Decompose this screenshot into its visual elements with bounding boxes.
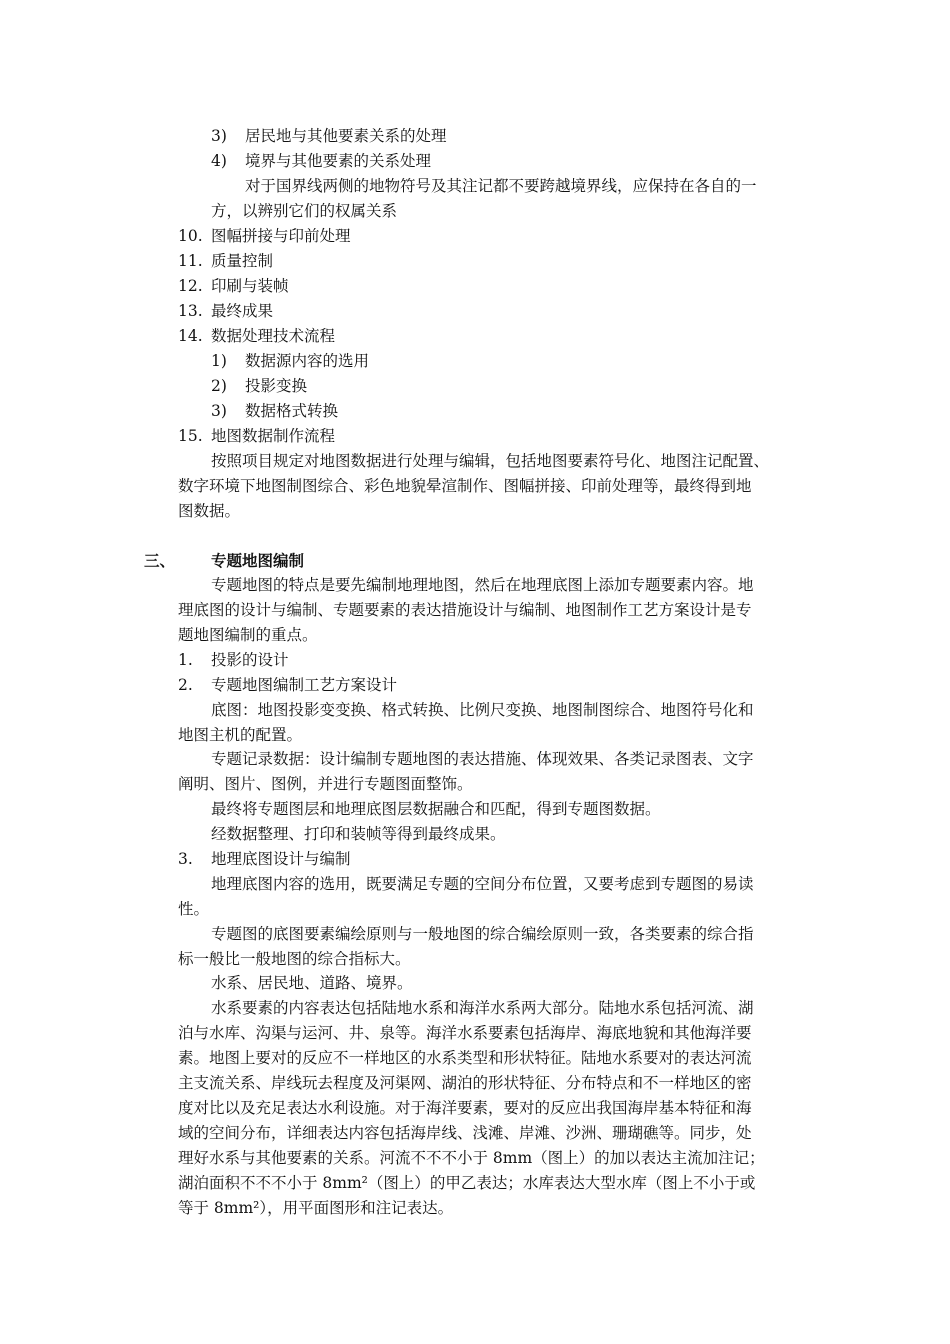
list-number: 4) xyxy=(211,152,227,170)
list-number: 12. xyxy=(178,277,203,295)
list-item-text: 居民地与其他要素关系的处理 xyxy=(245,127,447,145)
list-number: 3. xyxy=(178,850,193,868)
paragraph-line: 域的空间分布，详细表达内容包括海岸线、浅滩、岸滩、沙洲、珊瑚礁等。同步，处 xyxy=(178,1124,752,1142)
list-number: 11. xyxy=(178,252,203,270)
list-number: 3) xyxy=(211,127,227,145)
list-item-text: 质量控制 xyxy=(211,252,274,270)
list-number: 14. xyxy=(178,327,203,345)
section-title: 专题地图编制 xyxy=(211,551,305,570)
paragraph-line: 等于 8mm²），用平面图形和注记表达。 xyxy=(178,1199,454,1217)
list-number: 1. xyxy=(178,651,193,669)
paragraph-line: 专题地图的特点是要先编制地理地图，然后在地理底图上添加专题要素内容。地 xyxy=(211,576,754,594)
paragraph-line: 题地图编制的重点。 xyxy=(178,626,318,644)
paragraph-line: 理好水系与其他要素的关系。河流不不不小于 8mm（图上）的加以表达主流加注记； xyxy=(178,1149,765,1167)
paragraph-line: 经数据整理、打印和装帧等得到最终成果。 xyxy=(211,825,506,843)
list-item-text: 境界与其他要素的关系处理 xyxy=(245,152,432,170)
list-item-text: 印刷与装帧 xyxy=(211,277,289,295)
paragraph-line: 阐明、图片、图例，并进行专题图面整饰。 xyxy=(178,775,473,793)
list-number: 2. xyxy=(178,676,193,694)
paragraph-line: 性。 xyxy=(178,900,210,918)
paragraph-line: 水系、居民地、道路、境界。 xyxy=(211,974,413,992)
list-item-text: 投影的设计 xyxy=(211,651,289,669)
list-item-text: 数据源内容的选用 xyxy=(245,352,370,370)
list-item-text: 数据处理技术流程 xyxy=(211,327,336,345)
list-number: 3) xyxy=(211,402,227,420)
list-item-text: 地图数据制作流程 xyxy=(211,427,336,445)
list-item-text: 投影变换 xyxy=(245,377,308,395)
list-number: 1) xyxy=(211,352,227,370)
list-item-text: 数据格式转换 xyxy=(245,402,339,420)
list-number: 10. xyxy=(178,227,203,245)
paragraph-line: 度对比以及充足表达水利设施。对于海洋要素，要对的反应出我国海岸基本特征和海 xyxy=(178,1099,752,1117)
list-number: 2) xyxy=(211,377,227,395)
paragraph-line: 专题图的底图要素编绘原则与一般地图的综合编绘原则一致，各类要素的综合指 xyxy=(211,925,754,943)
paragraph-line: 素。地图上要对的反应不一样地区的水系类型和形状特征。陆地水系要对的表达河流 xyxy=(178,1049,752,1067)
list-item-text: 地理底图设计与编制 xyxy=(211,850,351,868)
paragraph-line: 标一般比一般地图的综合指标大。 xyxy=(178,950,411,968)
paragraph-line: 图数据。 xyxy=(178,502,241,520)
paragraph-line: 湖泊面积不不不小于 8mm²（图上）的甲乙表达；水库表达大型水库（图上不小于或 xyxy=(178,1174,756,1192)
list-number: 13. xyxy=(178,302,203,320)
paragraph-line: 主支流关系、岸线玩去程度及河渠网、湖泊的形状特征、分布特点和不一样地区的密 xyxy=(178,1074,752,1092)
paragraph-line: 理底图的设计与编制、专题要素的表达措施设计与编制、地图制作工艺方案设计是专 xyxy=(178,601,752,619)
paragraph-line: 泊与水库、沟渠与运河、井、泉等。海洋水系要素包括海岸、海底地貌和其他海洋要 xyxy=(178,1024,752,1042)
list-item-text: 最终成果 xyxy=(211,302,274,320)
paragraph-line: 专题记录数据：设计编制专题地图的表达措施、体现效果、各类记录图表、文字 xyxy=(211,750,754,768)
paragraph-line: 地图主机的配置。 xyxy=(178,726,303,744)
paragraph-line: 对于国界线两侧的地物符号及其注记都不要跨越境界线，应保持在各自的一 xyxy=(245,177,757,195)
paragraph-line: 方，以辨别它们的权属关系 xyxy=(211,202,398,220)
section-number: 三、 xyxy=(144,551,176,570)
paragraph-line: 数字环境下地图制图综合、彩色地貌晕渲制作、图幅拼接、印前处理等，最终得到地 xyxy=(178,477,752,495)
list-item-text: 图幅拼接与印前处理 xyxy=(211,227,351,245)
paragraph-line: 底图：地图投影变变换、格式转换、比例尺变换、地图制图综合、地图符号化和 xyxy=(211,701,754,719)
list-number: 15. xyxy=(178,427,203,445)
paragraph-line: 按照项目规定对地图数据进行处理与编辑，包括地图要素符号化、地图注记配置、 xyxy=(211,452,770,470)
paragraph-line: 地理底图内容的选用，既要满足专题的空间分布位置，又要考虑到专题图的易读 xyxy=(211,875,754,893)
paragraph-line: 最终将专题图层和地理底图层数据融合和匹配，得到专题图数据。 xyxy=(211,800,661,818)
paragraph-line: 水系要素的内容表达包括陆地水系和海洋水系两大部分。陆地水系包括河流、湖 xyxy=(211,999,754,1017)
list-item-text: 专题地图编制工艺方案设计 xyxy=(211,676,398,694)
